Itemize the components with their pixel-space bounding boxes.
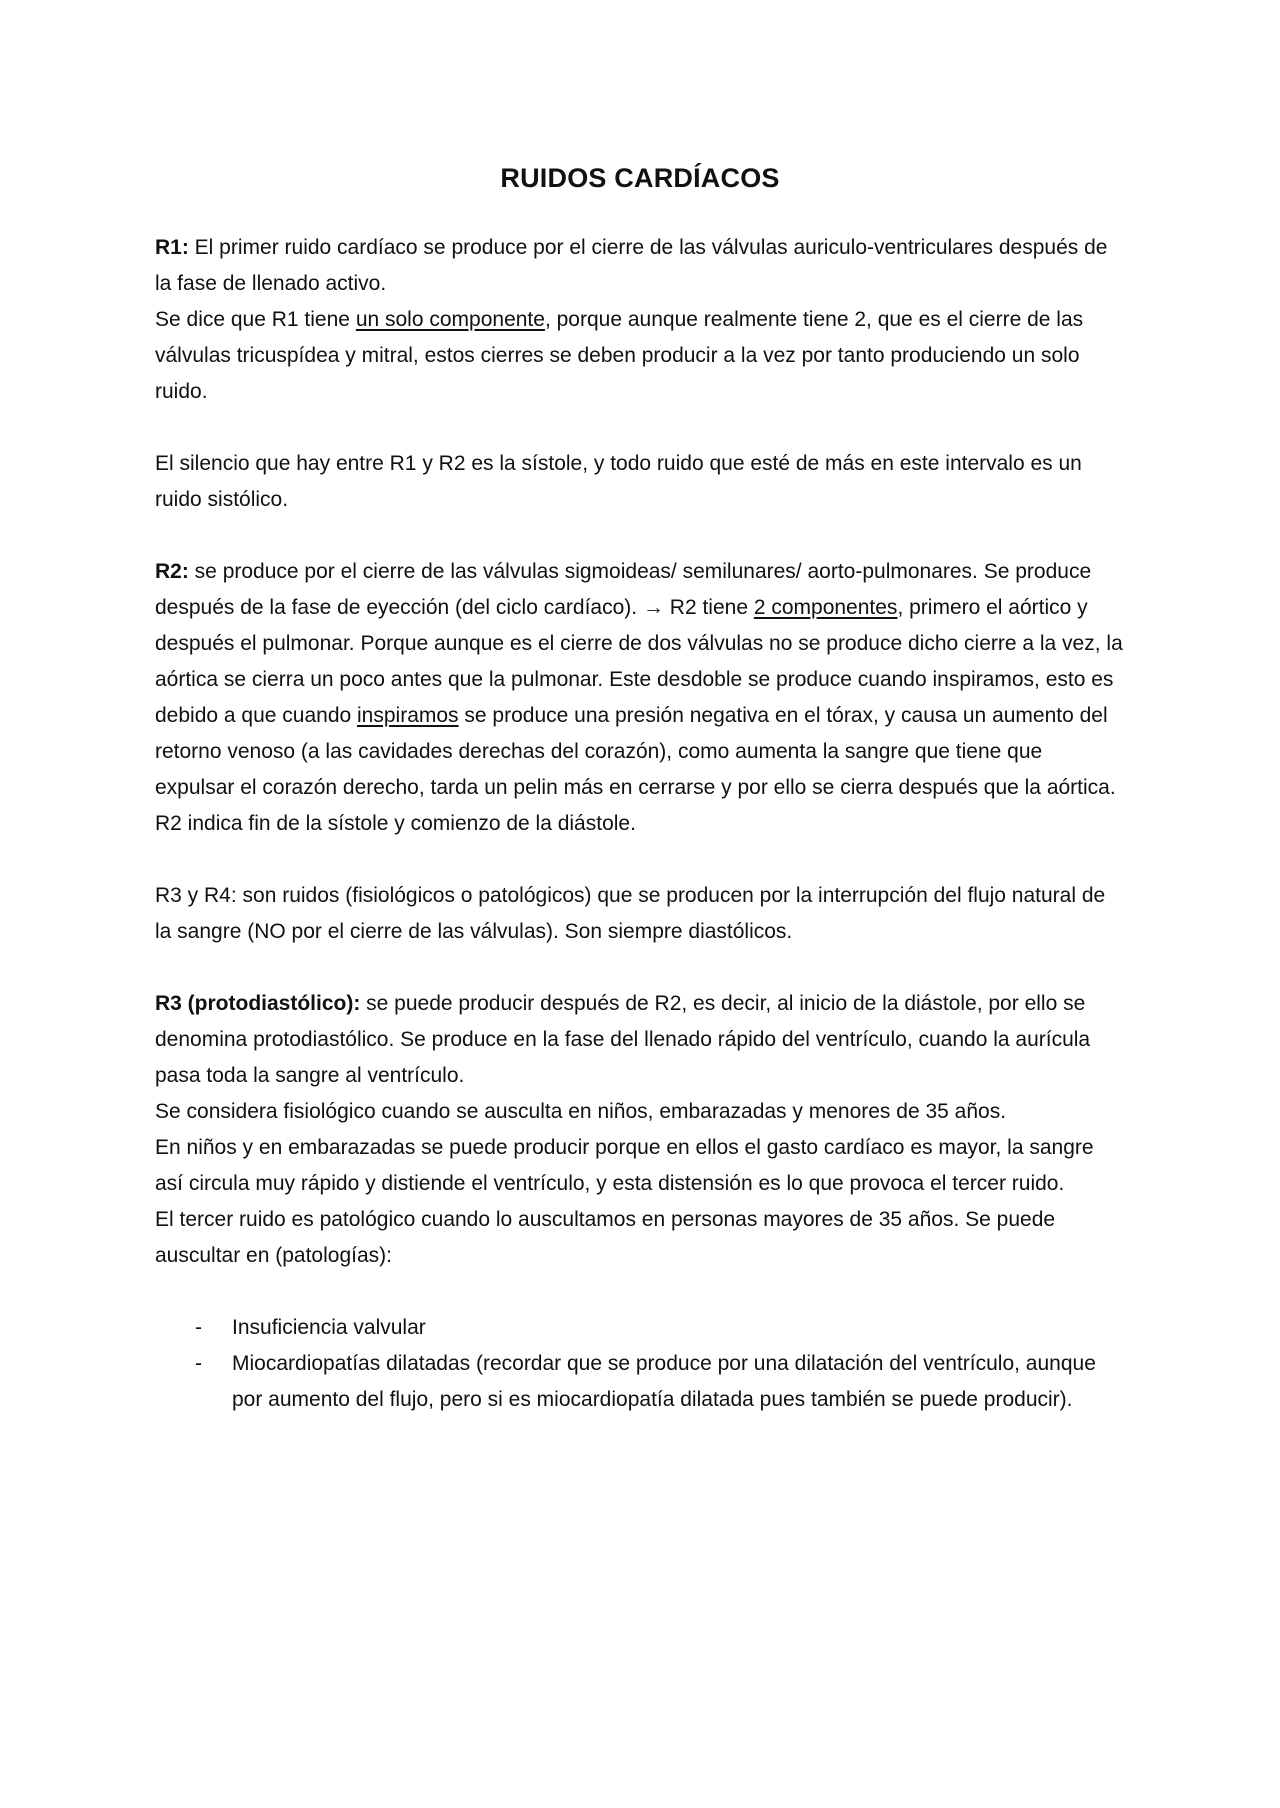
r3-section	[155, 986, 1125, 1274]
r2-label: R2:	[155, 560, 189, 583]
list-bullet: -	[195, 1352, 202, 1375]
r3-physiological-paragraph: Se considera fisiológico cuando se ausculta en niños, embarazadas y menores de 35 años.	[155, 1100, 1007, 1123]
r2-text-1: se produce por el cierre de las válvulas sigmoideas/ semilunares/ aorto-pulmonares. Se produce después de la fase de eyección (del ciclo cardíaco). → R2 tiene	[155, 560, 1092, 619]
r1-components-post: , porque aunque realmente tiene 2, que es el cierre de las válvulas tricuspídea y mitral, estos cierres se deben producir a la vez por tanto produciendo un solo ruido.	[155, 308, 1084, 403]
page-title: RUIDOS CARDÍACOS	[500, 163, 780, 193]
r2-text-3: se produce una presión negativa en el tórax, y causa un aumento del retorno venoso (a las cavidades derechas del corazón), como aumenta la sangre que tiene que expulsar el corazón derecho, tarda un pelin más en cerrarse y por ello se cierra después que la aórtica.	[155, 704, 1116, 799]
r1-text: El primer ruido cardíaco se produce por el cierre de las válvulas auriculo-ventriculares después de la fase de llenado activo.	[155, 236, 1108, 295]
list-item	[155, 1310, 1125, 1346]
r2-underlined-components: 2 componentes	[753, 596, 898, 619]
r3-pathological-paragraph: El tercer ruido es patológico cuando lo auscultamos en personas mayores de 35 años. Se puede auscultar en (patologías):	[155, 1208, 1056, 1267]
r1-components-paragraph	[155, 302, 1125, 410]
r3-children-paragraph: En niños y en embarazadas se puede producir porque en ellos el gasto cardíaco es mayor, la sangre así circula muy rápido y distiende el ventrículo, y esta distensión es lo que provoca el tercer ruido.	[155, 1136, 1094, 1195]
r3-label: R3 (protodiastólico):	[155, 992, 361, 1015]
r1-section	[155, 230, 1125, 410]
list-item	[155, 1346, 1125, 1418]
r2-section	[155, 554, 1125, 842]
r1-underlined-term: un solo componente	[355, 308, 545, 331]
list-item-text: Miocardiopatías dilatadas (recordar que se produce por una dilatación del ventrículo, aunque por aumento del flujo, pero si es miocardiopatía dilatada pues también se puede producir).	[232, 1352, 1096, 1411]
silence-paragraph: El silencio que hay entre R1 y R2 es la sístole, y todo ruido que esté de más en este intervalo es un ruido sistólico.	[155, 452, 1082, 511]
pathology-list	[155, 1310, 1125, 1418]
r2-paragraph	[155, 554, 1125, 806]
r1-paragraph	[155, 230, 1125, 302]
r3-text-1: se puede producir después de R2, es decir, al inicio de la diástole, por ello se denomina protodiastólico. Se produce en la fase del llenado rápido del ventrículo, cuando la aurícula pasa toda la sangre al ventrículo.	[155, 992, 1091, 1087]
r2-text-2: , primero el aórtico y después el pulmonar. Porque aunque es el cierre de dos válvulas no se produce dicho cierre a la vez, la aórtica se cierra un poco antes que la pulmonar. Este desdoble se produce cuando inspiramos, esto es debido a que cuando	[155, 596, 1123, 727]
r2-end-paragraph: R2 indica fin de la sístole y comienzo de la diástole.	[155, 812, 636, 835]
r1-label: R1:	[155, 236, 189, 259]
list-item-text: Insuficiencia valvular	[232, 1316, 426, 1339]
r3-paragraph	[155, 986, 1125, 1094]
r2-underlined-inspiramos: inspiramos	[357, 704, 459, 727]
r1-components-pre: Se dice que R1 tiene	[155, 308, 356, 331]
r3r4-paragraph: R3 y R4: son ruidos (fisiológicos o patológicos) que se producen por la interrupción del flujo natural de la sangre (NO por el cierre de las válvulas). Son siempre diastólicos.	[155, 884, 1106, 943]
list-bullet: -	[195, 1316, 202, 1339]
